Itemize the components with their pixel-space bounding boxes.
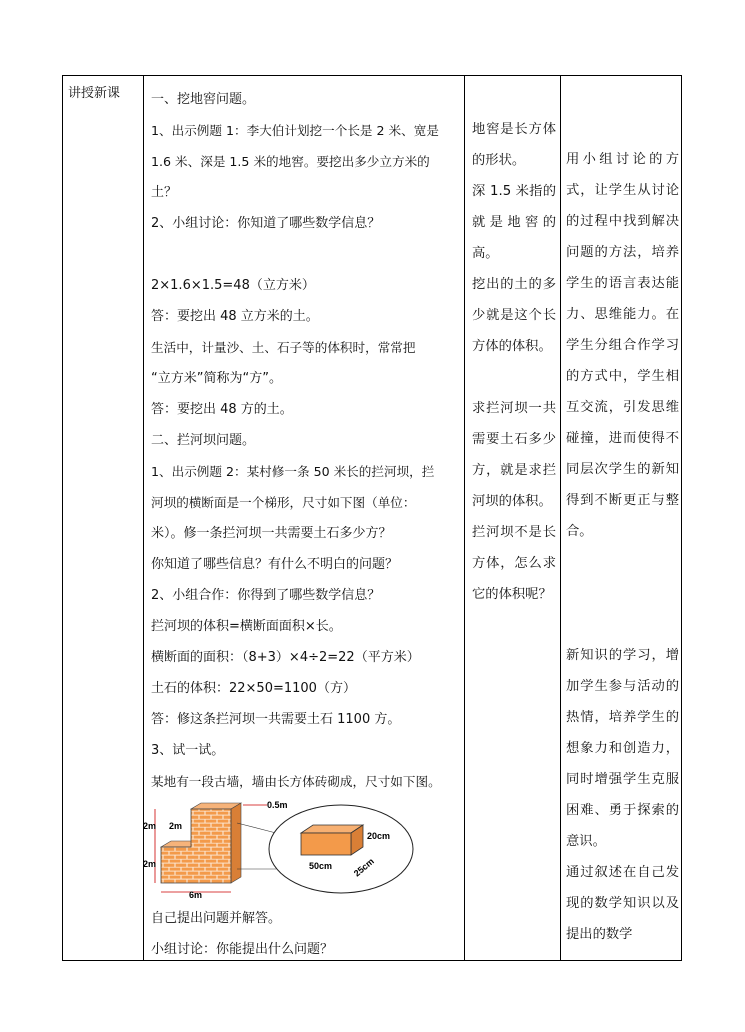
lesson-plan-table <box>62 75 682 961</box>
teaching-process-column <box>143 76 464 965</box>
note-paragraph: 深 1.5 米指的就是地窖的高。 <box>472 184 556 261</box>
text-line: 生活中，计量沙、土、石子等的体积时，常常把 <box>151 340 416 355</box>
note-paragraph: 挖出的土的多少就是这个长方体的体积。 <box>472 277 556 354</box>
section-title: 一、挖地窖问题。 <box>151 92 256 107</box>
text-line: 1.6 米、深是 1.5 米的地窖。要挖出多少立方米的 <box>151 154 430 169</box>
dim-bottom-label: 6m <box>189 890 203 900</box>
note-paragraph: 拦河坝不是长方体，怎么求它的体积呢？ <box>472 525 556 602</box>
text-line: 土？ <box>151 185 178 200</box>
wall-side-face <box>231 803 241 883</box>
text-line: “立方米”简称为“方”。 <box>151 371 282 386</box>
text-line: 拦河坝的体积=横断面面积×长。 <box>151 619 342 634</box>
section-title: 3、试一试。 <box>151 743 225 758</box>
brick-height-label: 20cm <box>367 831 391 841</box>
brick-width-label: 25cm <box>351 856 376 879</box>
dim-top-label: 0.5m <box>267 800 288 810</box>
intent-paragraph: 新知识的学习，增加学生参与活动的热情，培养学生的想象力和创造力，同时增强学生克服困难、勇于探索的意识。 <box>566 648 679 849</box>
dim-left-top-label: 2m <box>143 821 157 831</box>
text-line: 1、出示例题 1：李大伯计划挖一个长是 2 米、宽是 <box>151 123 439 138</box>
text-line: 2、小组合作：你得到了哪些数学信息？ <box>151 588 381 603</box>
text-line: 某地有一段古墙，墙由长方体砖砌成，尺寸如下图。 <box>151 774 441 789</box>
note-paragraph: 求拦河坝一共需要土石多少方，就是求拦河坝的体积。 <box>472 401 556 509</box>
text-line: 米）。修一条拦河坝一共需要土石多少方？ <box>151 526 392 541</box>
text-line: 你知道了哪些信息？有什么不明白的问题？ <box>151 557 399 572</box>
stage-label: 讲授新课 <box>68 86 121 101</box>
text-line: 河坝的横断面是一个梯形，尺寸如下图（单位： <box>151 495 416 510</box>
answer-line: 答：要挖出 48 方的土。 <box>151 402 293 417</box>
brick-length-label: 50cm <box>309 861 333 871</box>
answer-line: 答：修这条拦河坝一共需要土石 1100 方。 <box>151 712 401 727</box>
text-line: 小组讨论：你能提出什么问题？ <box>151 942 334 957</box>
notes-column <box>464 76 560 610</box>
section-title: 二、拦河坝问题。 <box>151 433 256 448</box>
wall-figure <box>143 799 464 903</box>
design-intent-column <box>560 76 682 950</box>
callout-line <box>237 823 276 833</box>
text-line: 自己提出问题并解答。 <box>151 911 282 926</box>
formula-line: 2×1.6×1.5=48（立方米） <box>151 278 315 293</box>
text-line: 2、小组讨论：你知道了哪些数学信息？ <box>151 216 381 231</box>
text-line: 1、出示例题 2：某村修一条 50 米长的拦河坝，拦 <box>151 464 435 479</box>
formula-line: 土石的体积：22×50=1100（方） <box>151 681 356 696</box>
stage-column <box>63 76 143 101</box>
brick-front <box>301 833 351 855</box>
intent-paragraph: 用小组讨论的方式，让学生从讨论的过程中找到解决问题的方法，培养学生的语言表达能力、思维能力。在学生分组合作学习的方式中，学生相互交流，引发思维碰撞，进而使得不同层次学生的新知得到不断更正与整合。 <box>566 152 679 539</box>
note-paragraph: 地窖是长方体的形状。 <box>472 122 556 168</box>
dim-inner-label: 2m <box>169 821 183 831</box>
answer-line: 答：要挖出 48 立方米的土。 <box>151 309 319 324</box>
formula-line: 横断面的面积：（8+3）×4÷2=22（平方米） <box>151 650 420 665</box>
wall-diagram <box>143 799 451 900</box>
intent-paragraph: 通过叙述在自己发现的数学知识以及提出的数学 <box>566 865 679 942</box>
dim-left-bottom-label: 2m <box>143 859 157 869</box>
